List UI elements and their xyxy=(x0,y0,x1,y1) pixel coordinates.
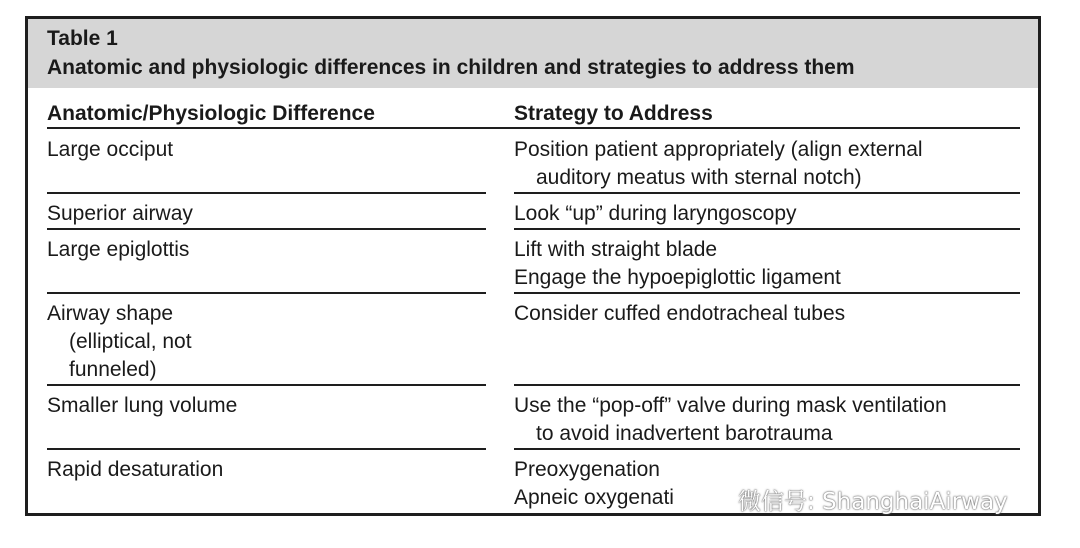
row-divider xyxy=(514,228,1020,230)
row-divider xyxy=(514,292,1020,294)
cell-line: Engage the hypoepiglottic ligament xyxy=(514,266,841,289)
cell-line: Large epiglottis xyxy=(47,238,190,261)
cell-line: Consider cuffed endotracheal tubes xyxy=(514,302,846,325)
cell-line: (elliptical, not xyxy=(69,330,192,353)
row-divider xyxy=(514,448,1020,450)
row-divider xyxy=(47,192,486,194)
table-cell-strategy xyxy=(514,300,845,328)
table-title: Anatomic and physiologic differences in children and strategies to address them xyxy=(47,56,855,79)
cell-line: Apneic oxygenati xyxy=(514,486,674,509)
table-cell-difference xyxy=(47,136,173,164)
table-cell-strategy xyxy=(514,200,797,228)
table-cell-strategy xyxy=(514,456,674,512)
cell-line: funneled) xyxy=(69,358,157,381)
row-divider xyxy=(514,192,1020,194)
table-cell-difference xyxy=(47,456,223,484)
watermark xyxy=(694,484,1008,514)
cell-line: Superior airway xyxy=(47,202,193,225)
table-cell-difference xyxy=(47,392,237,420)
cell-line: Airway shape xyxy=(47,302,174,325)
column-header-strategy: Strategy to Address xyxy=(514,102,713,125)
cell-line: Rapid desaturation xyxy=(47,458,224,481)
cell-line: auditory meatus with sternal notch) xyxy=(536,166,862,189)
table-label: Table 1 xyxy=(47,27,118,50)
row-divider xyxy=(47,384,486,386)
cell-line: Position patient appropriately (align external xyxy=(514,138,923,161)
cell-line: Large occiput xyxy=(47,138,174,161)
table-cell-strategy xyxy=(514,392,947,448)
table-cell-difference xyxy=(47,236,189,264)
table-cell-strategy xyxy=(514,136,923,192)
cell-line: Use the “pop-off” valve during mask ventilation xyxy=(514,394,947,417)
column-header-difference: Anatomic/Physiologic Difference xyxy=(47,102,375,125)
row-divider xyxy=(47,448,486,450)
cell-line: Look “up” during laryngoscopy xyxy=(514,202,797,225)
table-cell-strategy xyxy=(514,236,841,292)
row-divider xyxy=(47,228,486,230)
table-cell-difference xyxy=(47,300,192,384)
table-cell-difference xyxy=(47,200,193,228)
row-divider xyxy=(514,384,1020,386)
cell-line: to avoid inadvertent barotrauma xyxy=(536,422,833,445)
cell-line: Smaller lung volume xyxy=(47,394,238,417)
watermark-text: 微信号: ShanghaiAirway xyxy=(738,488,1008,515)
wechat-icon xyxy=(694,486,730,512)
cell-line: Lift with straight blade xyxy=(514,238,718,261)
table-frame xyxy=(25,16,1041,516)
header-rule xyxy=(47,127,1020,129)
cell-line: Preoxygenation xyxy=(514,458,660,481)
row-divider xyxy=(47,292,486,294)
